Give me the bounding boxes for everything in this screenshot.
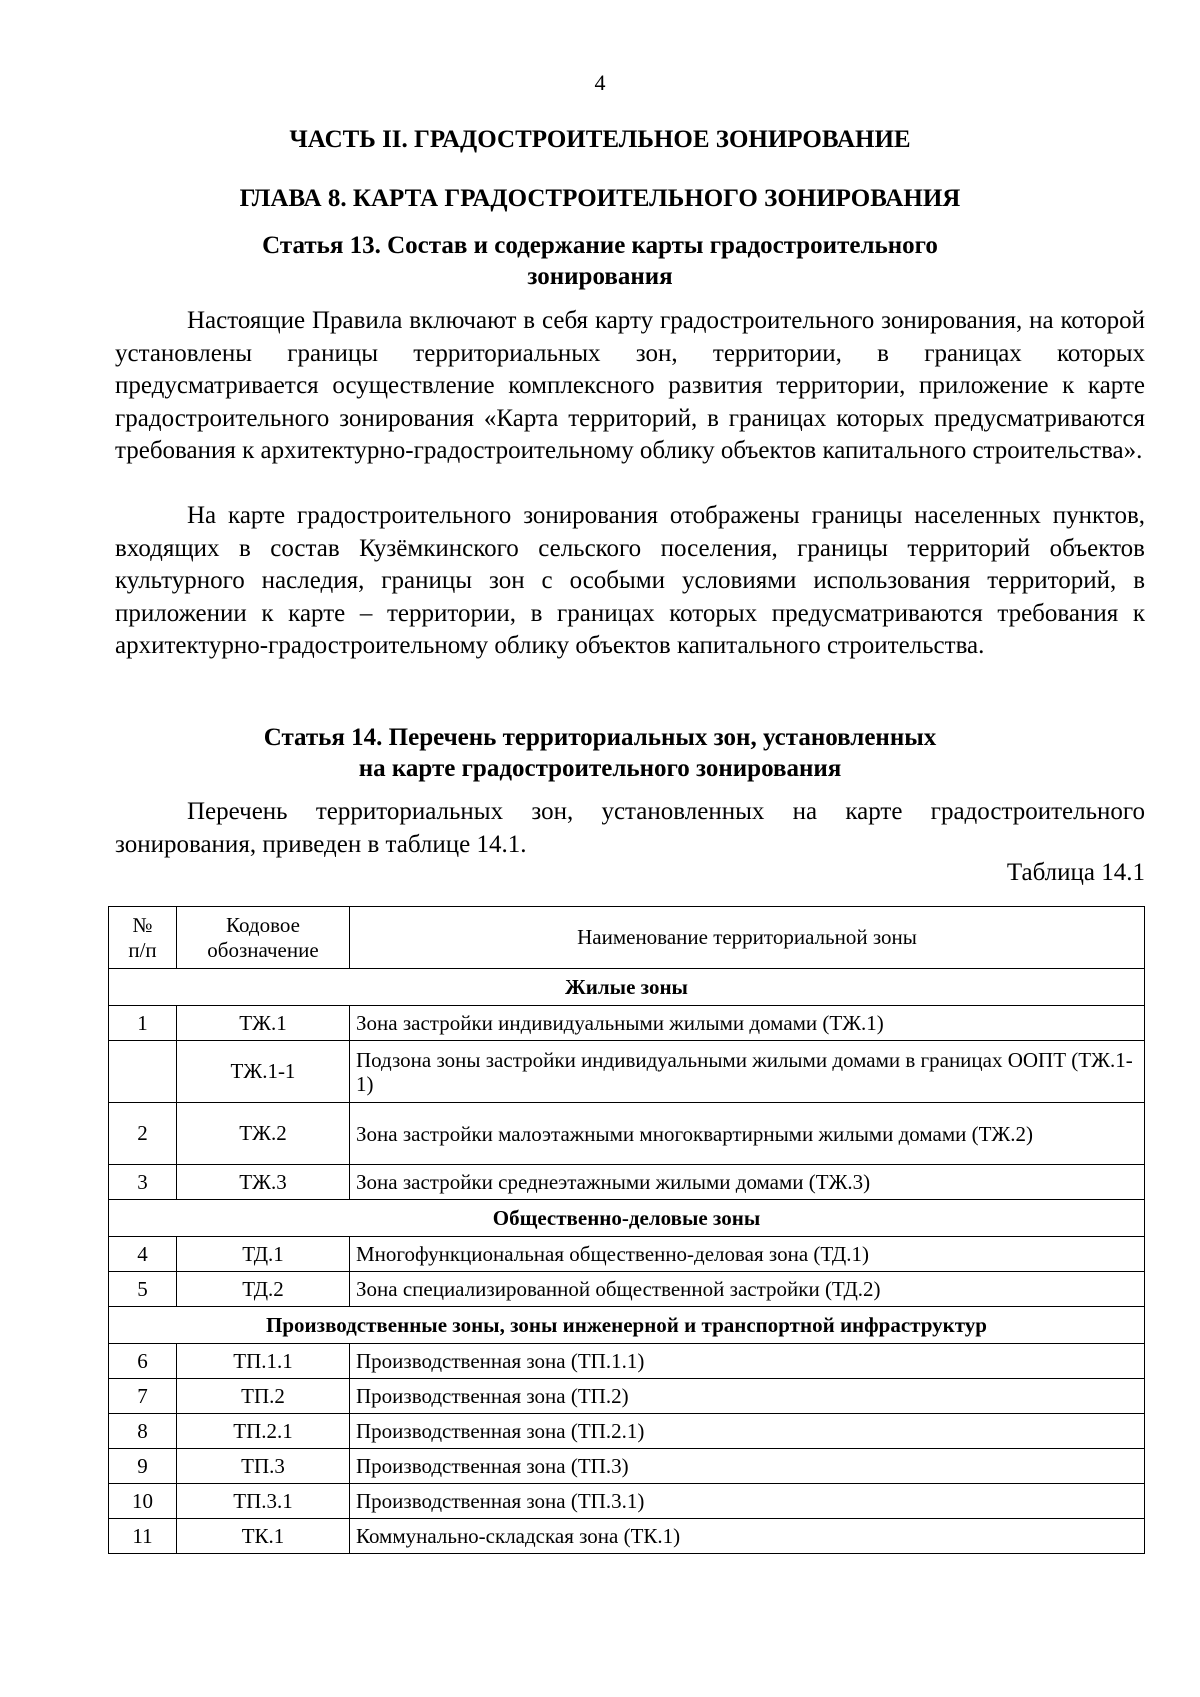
row-zone-name: Многофункциональная общественно-деловая зона (ТД.1) [350,1237,1145,1272]
section-title: Жилые зоны [109,969,1145,1006]
table-row [109,1449,1145,1484]
row-code: ТК.1 [177,1519,350,1554]
article-13-paragraph-2-block [115,500,1145,663]
table-row [109,1041,1145,1103]
header-code-line1: Кодовое [226,912,300,937]
section-row [109,969,1145,1006]
article-14-title [200,722,1000,784]
chapter-title: ГЛАВА 8. КАРТА ГРАДОСТРОИТЕЛЬНОГО ЗОНИРОВАНИЯ [239,185,961,212]
header-number-line1: № [132,912,153,937]
row-number: 5 [109,1272,177,1307]
table-row [109,1379,1145,1414]
table-header-row [109,907,1145,969]
row-zone-name: Производственная зона (ТП.3) [350,1449,1145,1484]
header-number [109,907,177,969]
row-code: ТП.3 [177,1449,350,1484]
table-row [109,1006,1145,1041]
article-13-title-line2: зонирования [527,263,673,290]
table-row [109,1519,1145,1554]
row-number: 11 [109,1519,177,1554]
row-zone-name: Производственная зона (ТП.2) [350,1379,1145,1414]
article-13-title-line1: Статья 13. Состав и содержание карты градостроительного [262,232,938,259]
article-13-paragraph-1-block [115,305,1145,468]
page-number: 4 [594,70,606,95]
row-code: ТД.1 [177,1237,350,1272]
row-number: 7 [109,1379,177,1414]
row-number [109,1041,177,1103]
row-zone-name: Зона застройки малоэтажными многоквартирными жилыми домами (ТЖ.2) [350,1103,1145,1165]
row-code: ТП.2 [177,1379,350,1414]
row-code: ТП.2.1 [177,1414,350,1449]
row-zone-name: Зона специализированной общественной застройки (ТД.2) [350,1272,1145,1307]
article-14-title-line2: на карте градостроительного зонирования [358,755,842,782]
zones-table [108,906,1145,1554]
table-row [109,1103,1145,1165]
table-row [109,1165,1145,1200]
table-row [109,1484,1145,1519]
row-number: 1 [109,1006,177,1041]
article-14-paragraph-block [115,796,1145,861]
row-code: ТП.3.1 [177,1484,350,1519]
row-zone-name: Зона застройки среднеэтажными жилыми домами (ТЖ.3) [350,1165,1145,1200]
section-row [109,1307,1145,1344]
article-13-title [200,230,1000,292]
row-code: ТП.1.1 [177,1344,350,1379]
row-zone-name: Зона застройки индивидуальными жилыми домами (ТЖ.1) [350,1006,1145,1041]
article-14-title-line1: Статья 14. Перечень территориальных зон, установленных [263,724,937,751]
row-code: ТЖ.1 [177,1006,350,1041]
row-number: 8 [109,1414,177,1449]
row-number: 3 [109,1165,177,1200]
header-code-line2: обозначение [207,937,319,962]
row-zone-name: Производственная зона (ТП.2.1) [350,1414,1145,1449]
table-row [109,1414,1145,1449]
header-number-line2: п/п [128,937,157,962]
table-row [109,1272,1145,1307]
row-zone-name: Коммунально-складская зона (ТК.1) [350,1519,1145,1554]
row-number: 6 [109,1344,177,1379]
article-13-paragraph-1: Настоящие Правила включают в себя карту градостроительного зонирования, на которой установлены границы территориальных зон, территории, в границах которых предусматривается осуществление комплексного развития территории, приложение к карте градостроительного зонирования «Карта территорий, в границах которых предусматриваются требования к архитектурно-градостроительному облику объектов капитального строительства». [115,307,1145,464]
row-zone-name: Подзона зоны застройки индивидуальными жилыми домами в границах ООПТ (ТЖ.1-1) [350,1041,1145,1103]
article-14-paragraph: Перечень территориальных зон, установленных на карте градостроительного зонирования, приведен в таблице 14.1. [115,798,1145,858]
section-title: Общественно-деловые зоны [109,1200,1145,1237]
row-number: 2 [109,1103,177,1165]
row-code: ТЖ.2 [177,1103,350,1165]
article-13-paragraph-2: На карте градостроительного зонирования отображены границы населенных пунктов, входящих в состав Кузёмкинского сельского поселения, границы территорий объектов культурного наследия, границы зон с особыми условиями использования территорий, в приложении к карте – территории, в границах которых предусматриваются требования к архитектурно-градостроительному облику объектов капитального строительства. [115,502,1145,659]
row-number: 4 [109,1237,177,1272]
row-code: ТД.2 [177,1272,350,1307]
row-code: ТЖ.1-1 [177,1041,350,1103]
row-zone-name: Производственная зона (ТП.1.1) [350,1344,1145,1379]
section-title: Производственные зоны, зоны инженерной и транспортной инфраструктур [109,1307,1145,1344]
table-row [109,1344,1145,1379]
part-title: ЧАСТЬ II. ГРАДОСТРОИТЕЛЬНОЕ ЗОНИРОВАНИЕ [289,126,911,153]
section-row [109,1200,1145,1237]
header-zone-name: Наименование территориальной зоны [350,907,1145,969]
header-code [177,907,350,969]
row-zone-name: Производственная зона (ТП.3.1) [350,1484,1145,1519]
table-row [109,1237,1145,1272]
table-caption: Таблица 14.1 [1006,859,1145,886]
row-number: 9 [109,1449,177,1484]
row-code: ТЖ.3 [177,1165,350,1200]
row-number: 10 [109,1484,177,1519]
